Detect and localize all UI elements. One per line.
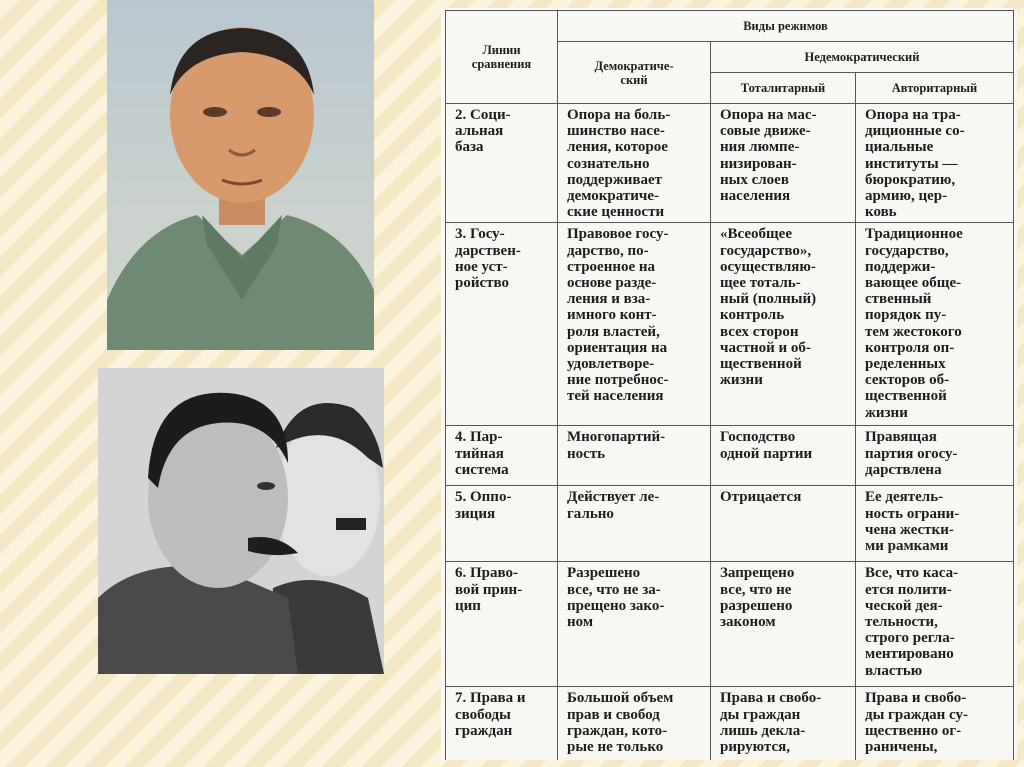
portrait-illustration [107, 0, 374, 350]
totalitarian-cell: Запрещено все, что не разрешено законом [711, 562, 856, 687]
row-label: 6. Право- вой прин- цип [446, 562, 558, 687]
table-row [446, 104, 1014, 223]
header-nondemocratic: Недемократический [711, 42, 1014, 73]
authoritarian-cell: Опора на тра- диционные со- циальные институты — бюрократию, армию, цер- ковь [856, 104, 1014, 223]
authoritarian-cell: Ее деятель- ность ограни- чена жестки- ми рамками [856, 486, 1014, 562]
header-democratic: Демократиче- ский [558, 42, 711, 104]
row-label: 7. Права и свободы граждан [446, 687, 558, 760]
table-row [446, 562, 1014, 687]
authoritarian-cell: Правящая партия огосу- дарствлена [856, 426, 1014, 486]
header-comparison-lines: Линии сравнения [446, 11, 558, 104]
table-row [446, 426, 1014, 486]
political-regimes-table [445, 10, 1014, 760]
democratic-cell: Правовое госу- дарство, по- строенное на основе разде- ления и вза- имного конт- роля властей, ориентация на удовлетворе- ние потребнос- тей населения [558, 223, 711, 426]
democratic-cell: Опора на боль- шинство насе- ления, которое сознательно поддерживает демократиче- ские ценности [558, 104, 711, 223]
double-portrait-illustration [98, 368, 384, 674]
comparison-table-panel [441, 8, 1017, 760]
authoritarian-cell: Традиционное государство, поддержи- вающее обще- ственный порядок пу- тем жестокого контроля оп- ределенных секторов об- щественной жизни [856, 223, 1014, 426]
table-row [446, 223, 1014, 426]
democratic-cell: Большой объем прав и свобод граждан, кото- рые не только [558, 687, 711, 760]
totalitarian-cell: Отрицается [711, 486, 856, 562]
row-label: 3. Госу- дарствен- ное уст- ройство [446, 223, 558, 426]
authoritarian-cell: Права и свобо- ды граждан су- щественно ог- раничены, [856, 687, 1014, 760]
totalitarian-cell: Опора на мас- совые движе- ния люмпе- низирован- ных слоев населения [711, 104, 856, 223]
row-label: 2. Соци- альная база [446, 104, 558, 223]
authoritarian-cell: Все, что каса- ется полити- ческой дея- тельности, строго регла- ментировано властью [856, 562, 1014, 687]
header-regime-types: Виды режимов [558, 11, 1014, 42]
democratic-cell: Многопартий- ность [558, 426, 711, 486]
header-authoritarian: Авторитарный [856, 73, 1014, 104]
header-totalitarian: Тоталитарный [711, 73, 856, 104]
totalitarian-cell: Господство одной партии [711, 426, 856, 486]
row-label: 5. Оппо- зиция [446, 486, 558, 562]
portrait-photo-bottom [98, 368, 384, 674]
democratic-cell: Разрешено все, что не за- прещено зако- ном [558, 562, 711, 687]
portrait-photo-top [107, 0, 374, 350]
table-row [446, 486, 1014, 562]
row-label: 4. Пар- тийная система [446, 426, 558, 486]
table-row [446, 687, 1014, 760]
democratic-cell: Действует ле- гально [558, 486, 711, 562]
totalitarian-cell: Права и свобо- ды граждан лишь декла- рируются, [711, 687, 856, 760]
totalitarian-cell: «Всеобщее государство», осуществляю- щее тоталь- ный (полный) контроль всех сторон частной и об- щественной жизни [711, 223, 856, 426]
